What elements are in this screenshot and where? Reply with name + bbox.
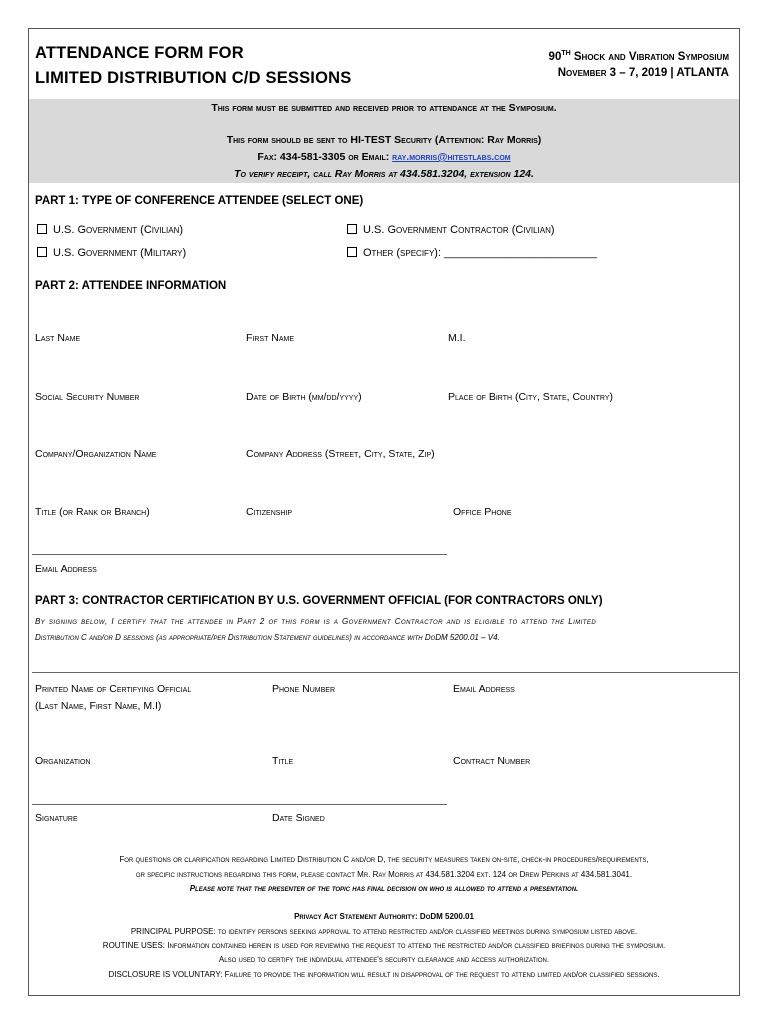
attendee-email-field[interactable]: Email Address (35, 563, 97, 575)
date-signed-field[interactable]: Date Signed (272, 812, 325, 824)
printed-name-field[interactable]: Printed Name of Certifying Official (Last Name, First Name, M.I) (35, 683, 192, 712)
attendance-form (28, 28, 740, 996)
checkbox[interactable] (37, 247, 47, 257)
checkbox[interactable] (347, 247, 357, 257)
official-email-field[interactable]: Email Address (453, 683, 515, 695)
checkbox[interactable] (37, 224, 47, 234)
routine-uses-cont: Also used to certify the individual attendee's security clearance and access authorization. (218, 955, 550, 964)
privacy-act-heading: Privacy Act Statement Authority: DoDM 5200.01 (294, 912, 474, 921)
routine-uses: ROUTINE USES: Information contained herein is used for reviewing the request to attend the restricted and/or classified briefings during the symposium. (102, 941, 666, 950)
event-name: Shock and Vibration Symposium (570, 50, 729, 63)
option-gov-military[interactable]: U.S. Government (Military) (37, 247, 186, 259)
checkbox[interactable] (347, 224, 357, 234)
citizenship-field[interactable]: Citizenship (246, 506, 293, 518)
contract-number-field[interactable]: Contract Number (453, 755, 531, 767)
certification-text-line2: Distribution C and/or D sessions (as appropriate/per Distribution Statement guidelines) in accordance with DoDM 5200.01 – V4. (35, 633, 500, 642)
first-name-field[interactable]: First Name (246, 332, 295, 344)
dob-field[interactable]: Date of Birth (mm/dd/yyyy) (246, 391, 362, 403)
pob-field[interactable]: Place of Birth (City, State, Country) (448, 391, 613, 403)
organization-field[interactable]: Organization (35, 755, 91, 767)
form-title-line1: ATTENDANCE FORM FOR (35, 44, 244, 62)
notice-line4: To verify receipt, call Ray Morris at 434.581.3204, extension 124. (234, 168, 534, 180)
title-field[interactable]: Title (or Rank or Branch) (35, 506, 150, 518)
official-phone-field[interactable]: Phone Number (272, 683, 336, 695)
divider (32, 554, 447, 555)
notice-line1: This form must be submitted and received prior to attendance at the Symposium. (211, 102, 557, 114)
divider (32, 804, 447, 805)
certification-text-line1: By signing below, I certify that the attendee in Part 2 of this form is a Government Contractor and is eligible to attend the Limited (35, 617, 597, 626)
middle-initial-field[interactable]: M.I. (448, 332, 466, 344)
last-name-field[interactable]: Last Name (35, 332, 81, 344)
part2-heading: PART 2: ATTENDEE INFORMATION (35, 280, 227, 292)
event-info (549, 46, 729, 81)
principal-purpose: PRINCIPAL PURPOSE: to identify persons seeking approval to attend restricted and/or classified meetings during symposium listed above. (130, 927, 638, 936)
company-name-field[interactable]: Company/Organization Name (35, 448, 157, 460)
event-number-suffix: TH (561, 50, 571, 57)
disclosure-statement: DISCLOSURE IS VOLUNTARY: Failure to provide the information will result in disapproval of the request to attend limited and/or classified sessions. (108, 970, 660, 979)
footer-note: Please note that the presenter of the topic has final decision on who is allowed to attend a presentation. (189, 884, 579, 893)
divider (32, 672, 738, 673)
event-date: November 3 – 7, 2019 | ATLANTA (557, 66, 729, 79)
form-title (35, 41, 351, 91)
contact-email-link[interactable]: ray.morris@hitestlabs.com (392, 151, 511, 163)
option-other[interactable]: Other (specify): _________________________ (347, 247, 597, 259)
signature-field[interactable]: Signature (35, 812, 78, 824)
notice-line3: Fax: 434-581-3305 or Email: (257, 151, 393, 163)
company-address-field[interactable]: Company Address (Street, City, State, Zip) (246, 448, 435, 460)
notice-box (29, 99, 739, 183)
form-title-line2: LIMITED DISTRIBUTION C/D SESSIONS (35, 69, 352, 87)
event-number: 90 (548, 50, 562, 63)
footer-questions-line2: or specific instructions regarding this form, please contact Mr. Ray Morris at 434.581.3204 ext. 124 or Drew Perkins at 434.581.3041. (135, 870, 633, 879)
part3-heading: PART 3: CONTRACTOR CERTIFICATION BY U.S. GOVERNMENT OFFICIAL (FOR CONTRACTORS ONLY) (35, 595, 603, 607)
option-gov-contractor[interactable]: U.S. Government Contractor (Civilian) (347, 224, 555, 236)
option-gov-civilian[interactable]: U.S. Government (Civilian) (37, 224, 183, 236)
official-title-field[interactable]: Title (272, 755, 294, 767)
notice-line2: This form should be sent to HI-TEST Security (Attention: Ray Morris) (226, 134, 542, 146)
footer-questions-line1: For questions or clarification regarding Limited Distribution C and/or D, the security measures taken on-site, check-in procedures/requirements, (119, 855, 649, 864)
ssn-field[interactable]: Social Security Number (35, 391, 140, 403)
part1-heading: PART 1: TYPE OF CONFERENCE ATTENDEE (SELECT ONE) (35, 195, 364, 207)
office-phone-field[interactable]: Office Phone (453, 506, 512, 518)
